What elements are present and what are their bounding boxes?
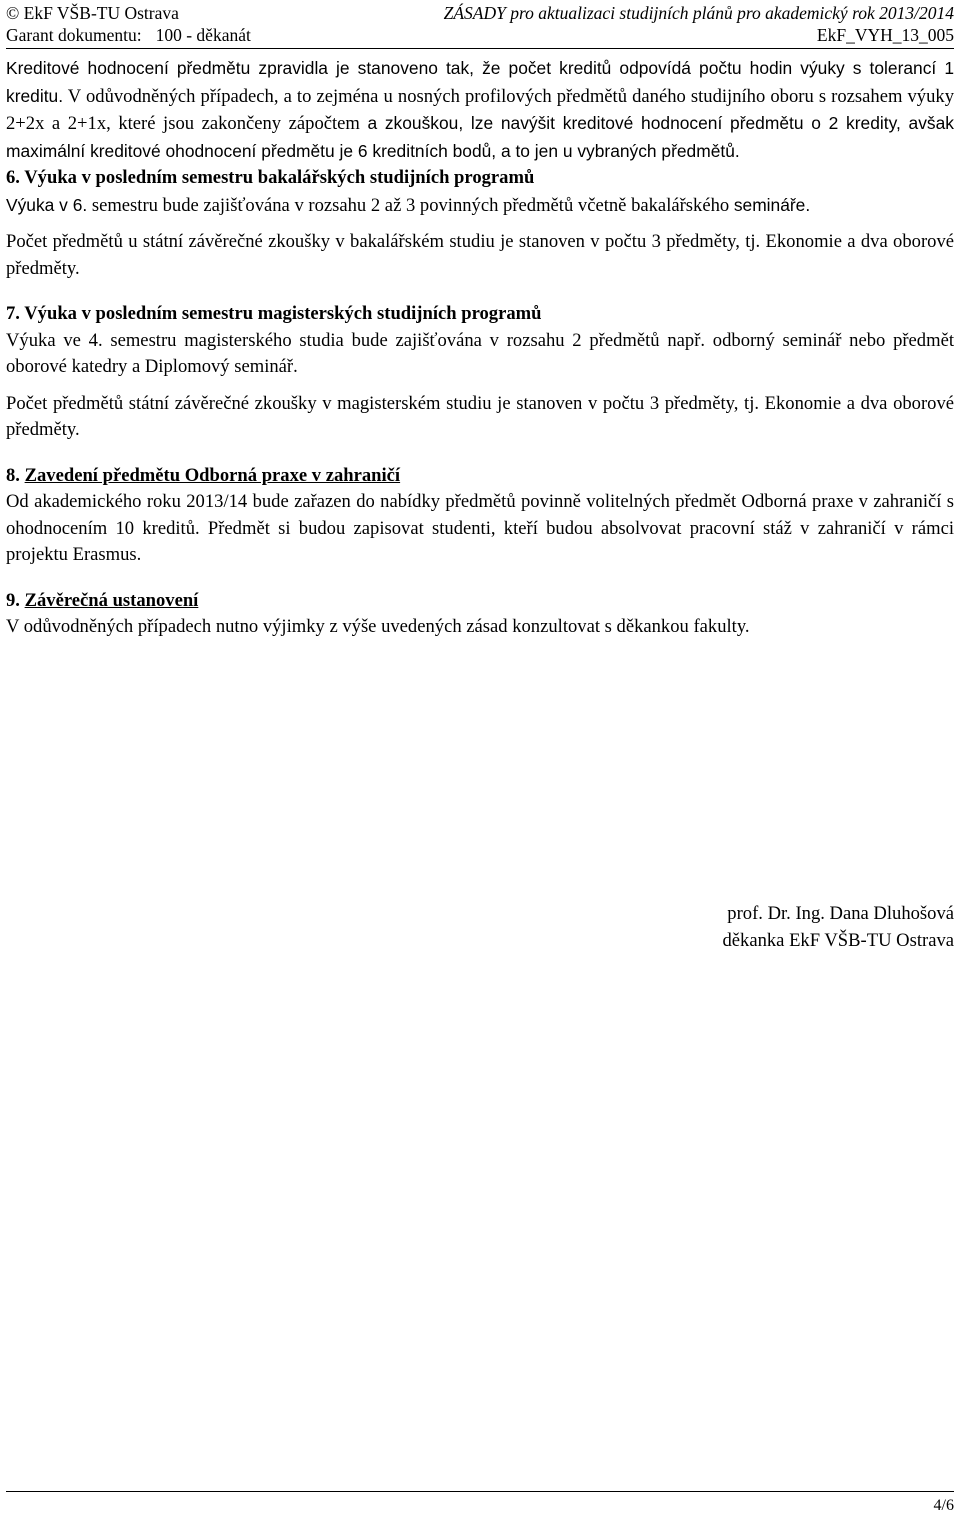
section-6-heading: 6. Výuka v posledním semestru bakalářských studijních programů xyxy=(6,167,535,188)
section-9-number: 9. xyxy=(6,589,20,611)
header-garant-value: 100 - děkanát xyxy=(155,25,251,45)
section-9-heading xyxy=(6,588,954,615)
footer-divider xyxy=(6,1491,954,1492)
section-8-paragraph: Od akademického roku 2013/14 bude zařazen do nabídky předmětů povinně volitelných předmět Odborná praxe v zahraničí s ohodnocením 10 kreditů. Předmět si budou zapisovat studenti, kteří budou absolvovat pracovní stáž v zahraničí v rámci projektu Erasmus. xyxy=(6,491,954,565)
section-9-title: Závěrečná ustanovení xyxy=(24,589,199,611)
header-document-title: ZÁSADY pro aktualizaci studijních plánů pro akademický rok 2013/2014 xyxy=(443,3,954,23)
page-header xyxy=(6,2,954,49)
page-number: 4/6 xyxy=(933,1497,954,1514)
section-6-p1-c: semináře. xyxy=(733,194,811,215)
header-garant xyxy=(6,24,251,46)
section-6-paragraph-2: Počet předmětů u státní závěrečné zkoušky v bakalářském studiu je stanoven v počtu 3 předměty, tj. Ekonomie a dva oborové předměty. xyxy=(6,231,954,279)
section-6-p1-a: Výuka v 6. xyxy=(6,194,88,215)
header-copyright: © EkF VŠB-TU Ostrava xyxy=(6,3,179,23)
section-7-heading: 7. Výuka v posledním semestru magisterských studijních programů xyxy=(6,303,542,324)
section-6-paragraph-1 xyxy=(6,192,954,220)
header-row-bottom xyxy=(6,24,954,46)
intro-part-3: a zkouškou, lze navýšit kreditové hodnocení předmětu o 2 kredity, avšak maximální kreditové ohodnocení předmětu je 6 kreditních bodů, a to jen u vybraných předmětů. xyxy=(6,113,954,161)
section-8-heading xyxy=(6,463,954,490)
intro-paragraph xyxy=(6,55,954,165)
intro-part-1: Kreditové hodnocení předmětu zpravidla je stanoveno tak, že počet kreditů odpovídá počtu hodin výuky s tolerancí 1 kreditu. xyxy=(6,58,954,106)
signature-role: děkanka EkF VŠB-TU Ostrava xyxy=(722,930,954,951)
signature-name: prof. Dr. Ing. Dana Dluhošová xyxy=(727,903,954,924)
section-6-p1-b: semestru bude zajišťována v rozsahu 2 až 3 povinných předmětů včetně bakalářského xyxy=(87,194,734,216)
intro-part-2: V odůvodněných případech, a to zejména u nosných profilových předmětů daného studijního oboru s rozsahem výuky 2+2x a 2+1x, které jsou zakončeny zápočtem xyxy=(6,85,954,134)
section-7-paragraph-2: Počet předmětů státní závěrečné zkoušky v magisterském studiu je stanoven v počtu 3 předměty, tj. Ekonomie a dva oborové předměty. xyxy=(6,392,954,440)
signature-block xyxy=(722,900,954,954)
header-garant-label: Garant dokumentu: xyxy=(6,25,142,45)
header-doc-code: EkF_VYH_13_005 xyxy=(816,25,954,45)
section-9-paragraph: V odůvodněných případech nutno výjimky z výše uvedených zásad konzultovat s děkankou fakulty. xyxy=(6,616,750,637)
section-8-number: 8. xyxy=(6,464,20,486)
document-body xyxy=(6,55,954,641)
section-8-title: Zavedení předmětu Odborná praxe v zahraničí xyxy=(24,464,401,486)
section-7-paragraph-1: Výuka ve 4. semestru magisterského studia bude zajišťována v rozsahu 2 předmětů např. odborný seminář nebo předmět oborové katedry a Diplomový seminář. xyxy=(6,329,954,377)
header-row-top xyxy=(6,2,954,24)
